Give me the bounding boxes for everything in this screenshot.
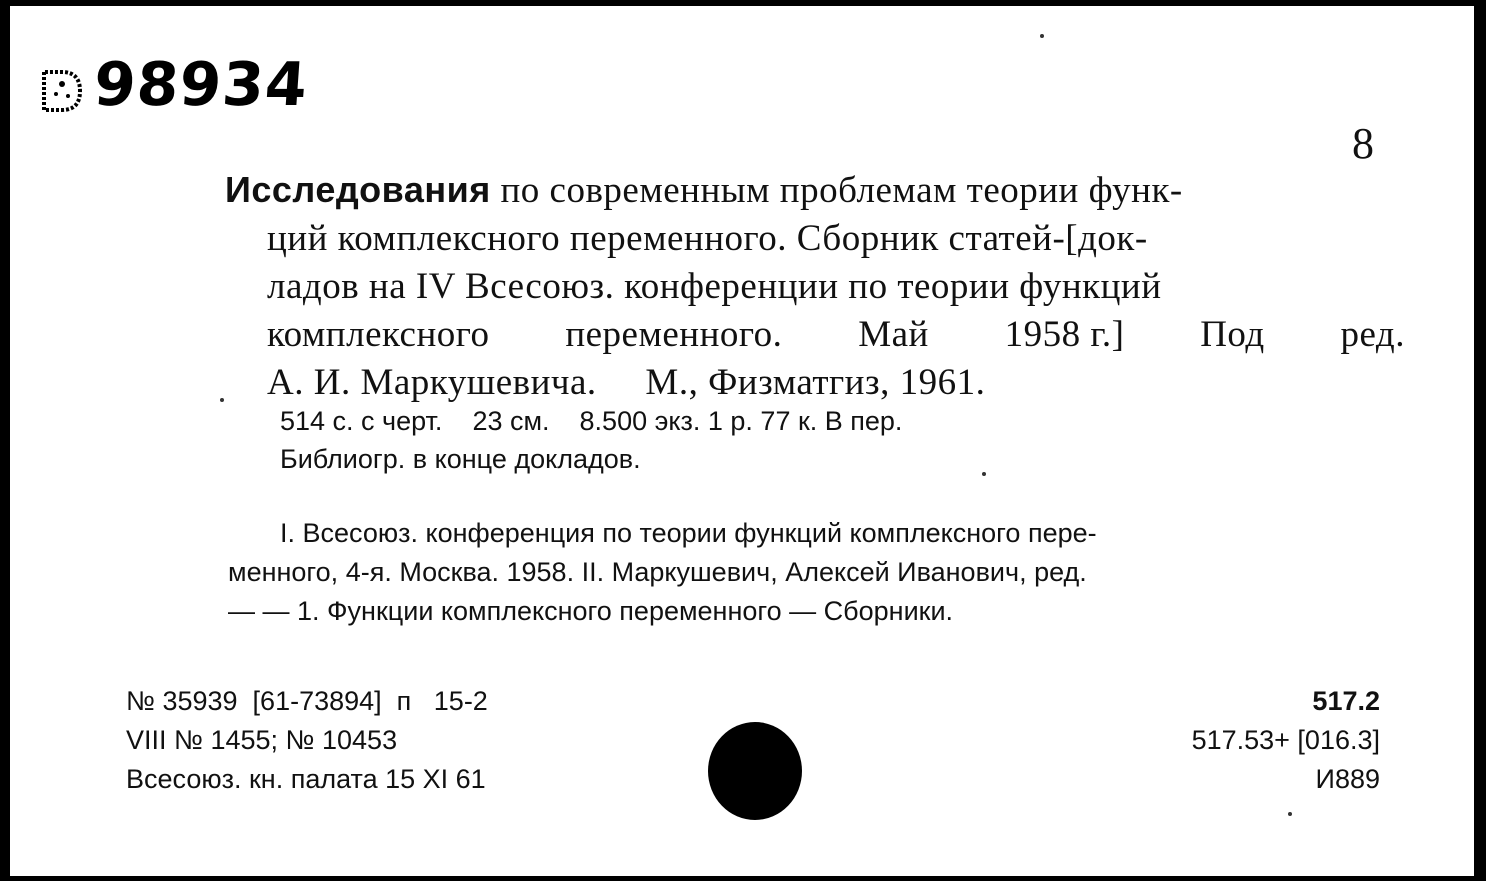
tracing-line-2: менного, 4-я. Москва. 1958. II. Маркушевич, Алексей Иванович, ред. — [228, 557, 1087, 587]
udc-secondary: 517.53+ [016.3] — [1191, 725, 1380, 755]
entry-line-4-word: Май — [858, 314, 929, 355]
dust-speck — [220, 398, 224, 402]
chamber-date-line: Всесоюз. кн. палата 15 XI 61 — [126, 764, 486, 794]
registration-info — [126, 682, 488, 799]
entry-imprint-line: А. И. Маркушевича. М., Физматгиз, 1961. — [267, 362, 986, 403]
entry-line-4 — [225, 311, 1405, 359]
entry-title-start: по современным проблемам теории функ- — [500, 170, 1183, 211]
card-punch-hole — [708, 722, 802, 820]
dust-speck — [1040, 34, 1044, 38]
tracing-line-3: — — 1. Функции комплексного переменного — Сборники. — [228, 596, 954, 626]
accession-stamp — [32, 50, 312, 130]
entry-heading-word: Исследования — [225, 169, 491, 210]
library-stamp-icon — [32, 60, 92, 120]
handwritten-accession-number: 98934 — [91, 50, 311, 120]
collation-bibliography-note: Библиогр. в конце докладов. — [280, 444, 641, 474]
author-mark: И889 — [1315, 764, 1380, 794]
tracing-line-1: I. Всесоюз. конференция по теории функций комплексного пере- — [280, 518, 1097, 548]
entry-line-4-word: Под — [1200, 314, 1265, 355]
registration-number-line: № 35939 [61-73894] п 15-2 — [126, 686, 488, 716]
dust-speck — [1288, 812, 1292, 816]
registration-series-line: VIII № 1455; № 10453 — [126, 725, 398, 755]
entry-line-3: ладов на IV Всесоюз. конференции по теории функций — [267, 266, 1162, 307]
entry-line-1 — [225, 166, 1405, 215]
card-sequence-number: 8 — [1352, 119, 1374, 168]
bibliographic-entry — [225, 166, 1405, 407]
classification-info — [1192, 682, 1380, 799]
entry-line-4-word: ред. — [1340, 314, 1405, 355]
collation-physical-description: 514 с. с черт. 23 см. 8.500 экз. 1 р. 77 к. В пер. — [280, 406, 903, 436]
entry-line-4-word: 1958 г.] — [1004, 314, 1125, 355]
tracings-block — [228, 514, 1403, 631]
entry-line-2: ций комплексного переменного. Сборник статей-[док- — [267, 218, 1148, 259]
dust-speck — [982, 472, 986, 476]
collation-block — [280, 402, 902, 478]
udc-primary: 517.2 — [1312, 686, 1380, 716]
entry-line-4-word: переменного. — [565, 314, 783, 355]
entry-line-4-word: комплексного — [267, 314, 490, 355]
